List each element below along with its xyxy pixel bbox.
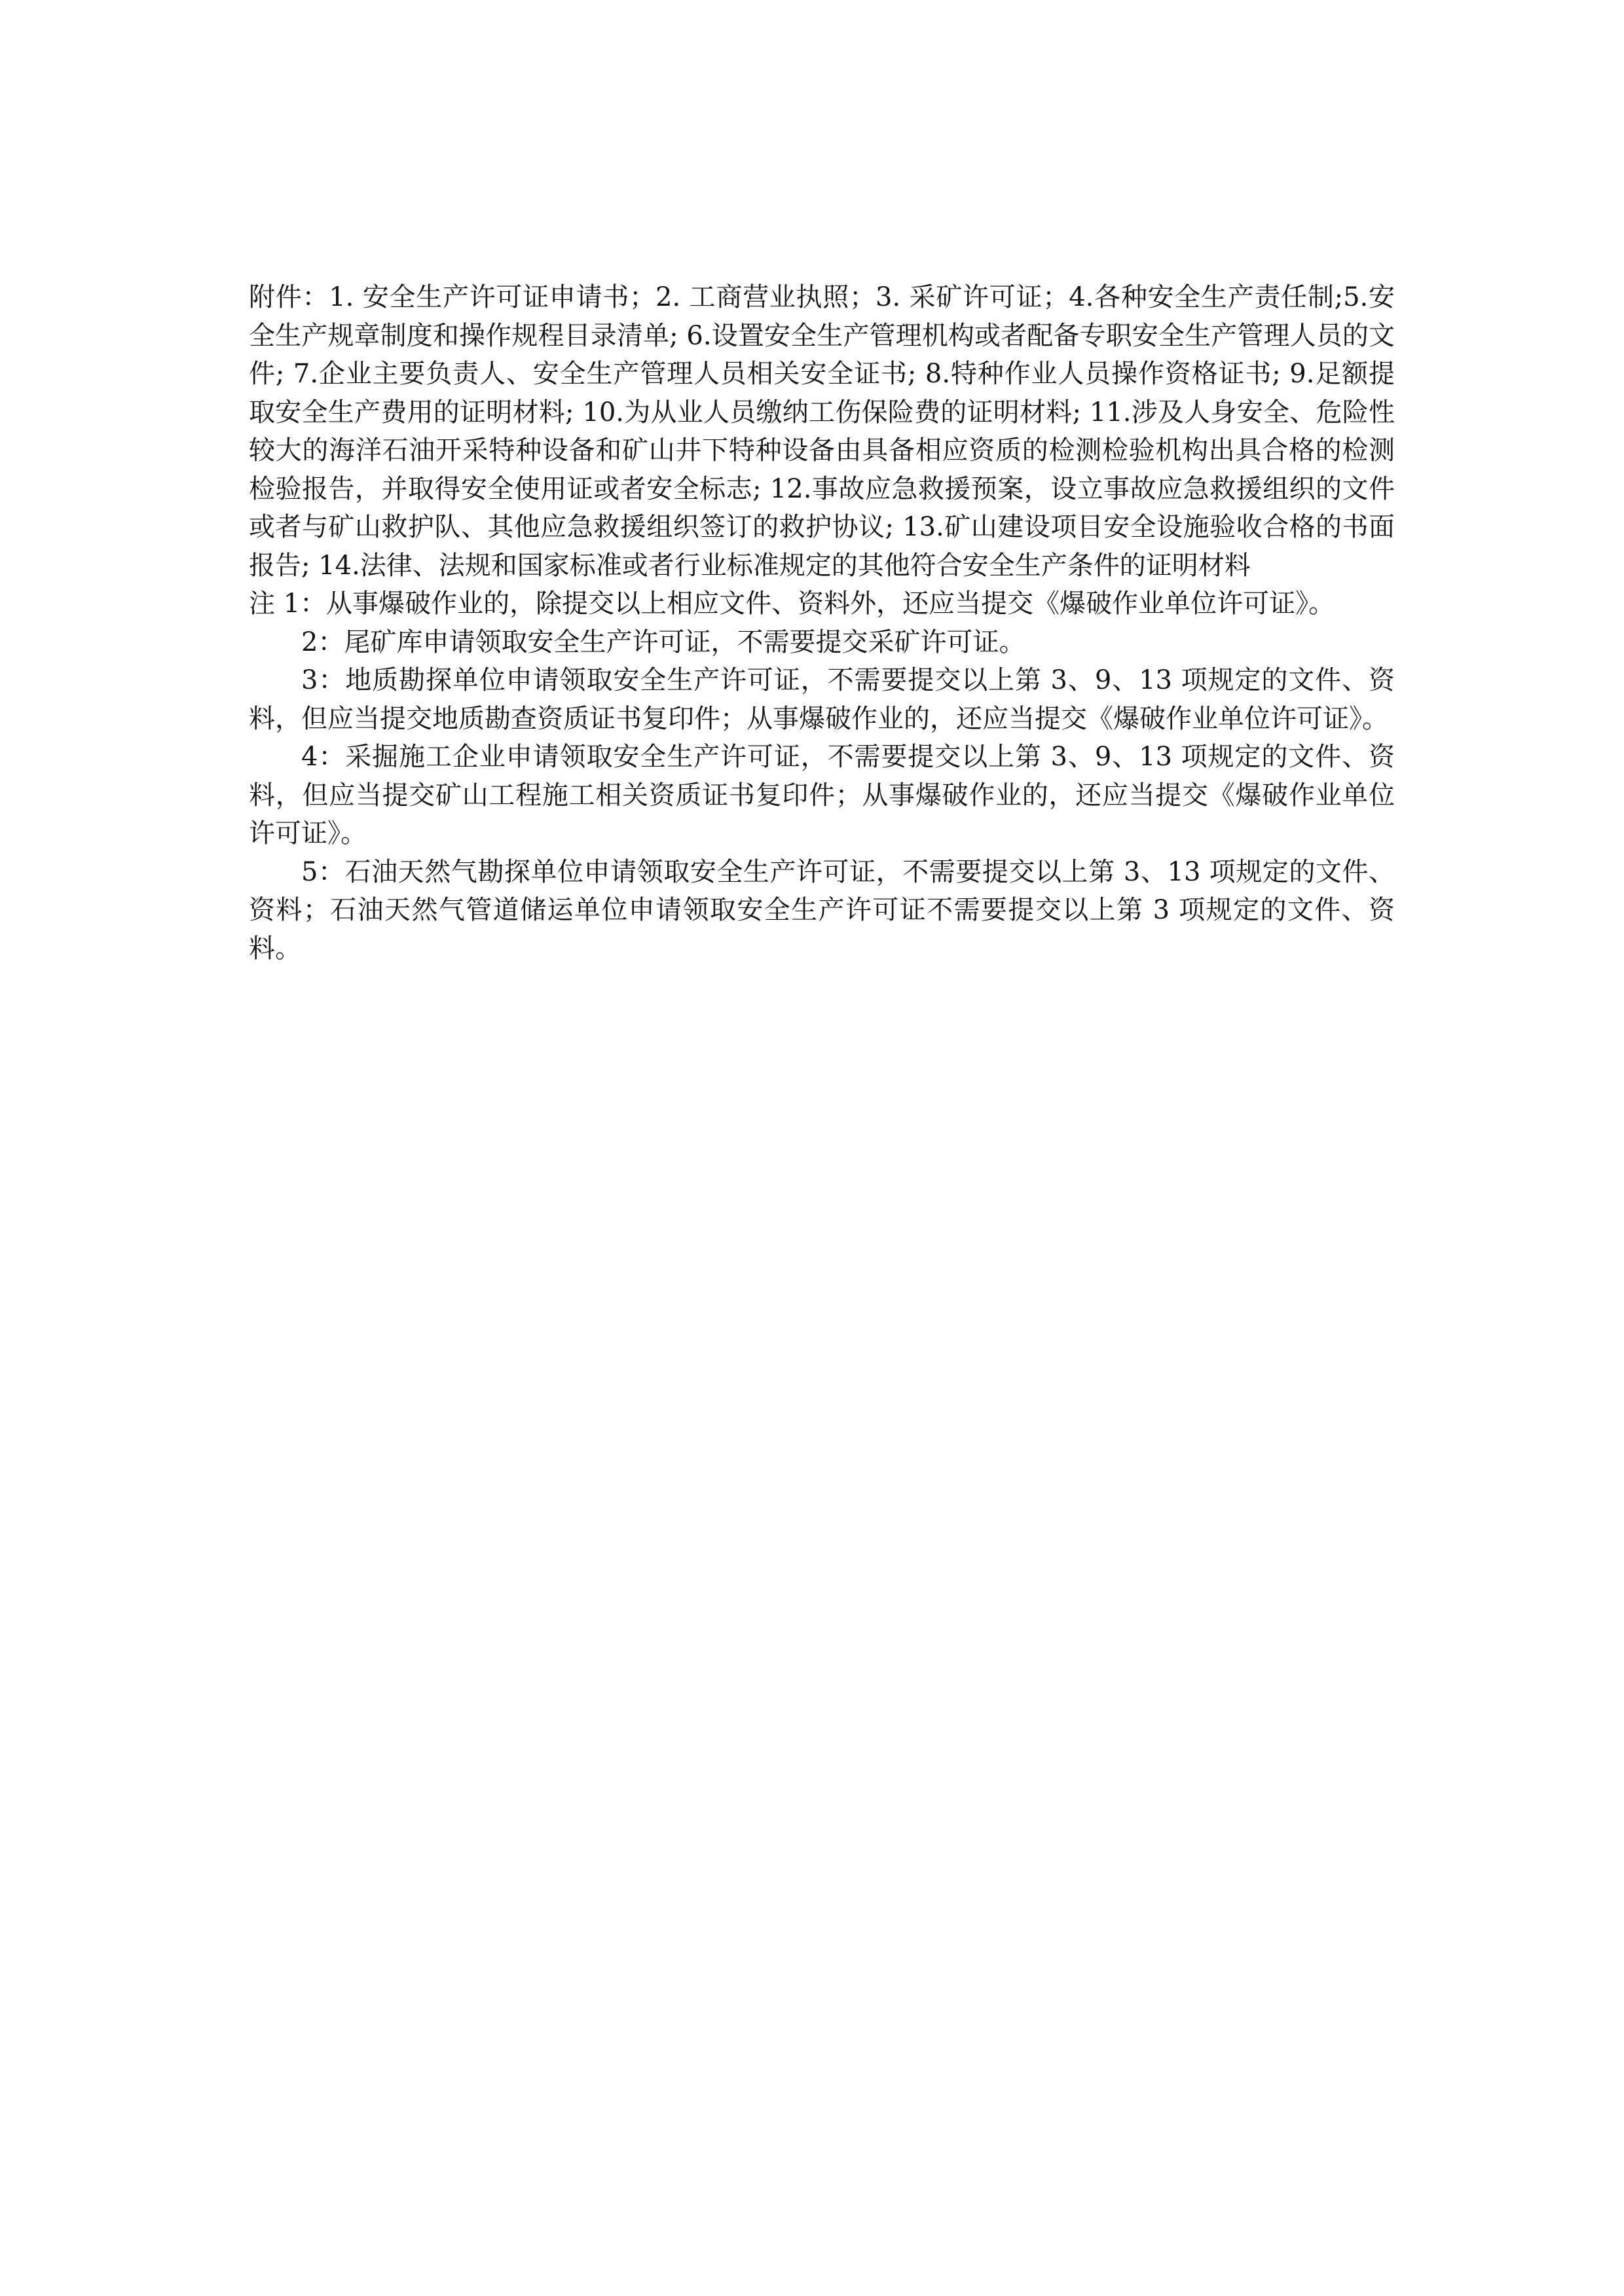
attachments-text: 1. 安全生产许可证申请书；2. 工商营业执照；3. 采矿许可证；4.各种安全生产责任制;5.安全生产规章制度和操作规程目录清单; 6.设置安全生产管理机构或者配备专职安全生产管理人员的文件; 7.企业主要负责人、安全生产管理人员相关安全证书; 8.特种作业人员操作资格证书; 9.足额提取安全生产费用的证明材料; 10.为从业人员缴纳工伤保险费的证明材料; 11.涉及人身安全、危险性较大的海洋石油开采特种设备和矿山井下特种设备由具备相应资质的检测检验机构出具合格的检测检验报告，并取得安全使用证或者安全标志; 12.事故应急救援预案，设立事故应急救援组织的文件或者与矿山救护队、其他应急救援组织签订的救护协议; 13.矿山建设项目安全设施验收合格的书面报告; 14.法律、法规和国家标准或者行业标准规定的其他符合安全生产条件的证明材料 <box>249 282 1395 581</box>
note-text-2: 2：尾矿库申请领取安全生产许可证，不需要提交采矿许可证。 <box>301 627 1025 657</box>
note-text-5: 5：石油天然气勘探单位申请领取安全生产许可证，不需要提交以上第 3、13 项规定的文件、资料；石油天然气管道储运单位申请领取安全生产许可证不需要提交以上第 3 项规定的文件、资料。 <box>249 856 1395 964</box>
note-text-4: 4：采掘施工企业申请领取安全生产许可证，不需要提交以上第 3、9、13 项规定的文件、资料，但应当提交矿山工程施工相关资质证书复印件；从事爆破作业的，还应当提交《爆破作业单位许可证》。 <box>249 742 1395 848</box>
note-text-1: 1：从事爆破作业的，除提交以上相应文件、资料外，还应当提交《爆破作业单位许可证》。 <box>283 589 1335 619</box>
note-item-2 <box>249 623 1395 662</box>
document-page <box>249 278 1395 968</box>
note-item-4 <box>249 738 1395 853</box>
note-item-3 <box>249 661 1395 738</box>
attachments-label: 附件： <box>249 282 329 312</box>
note-item-5 <box>249 853 1395 968</box>
note-text-3: 3：地质勘探单位申请领取安全生产许可证，不需要提交以上第 3、9、13 项规定的文件、资料，但应当提交地质勘查资质证书复印件；从事爆破作业的，还应当提交《爆破作业单位许可证》。 <box>249 665 1395 734</box>
note-item-1 <box>249 585 1395 623</box>
attachments-paragraph <box>249 278 1395 585</box>
notes-prefix: 注 <box>249 589 284 619</box>
